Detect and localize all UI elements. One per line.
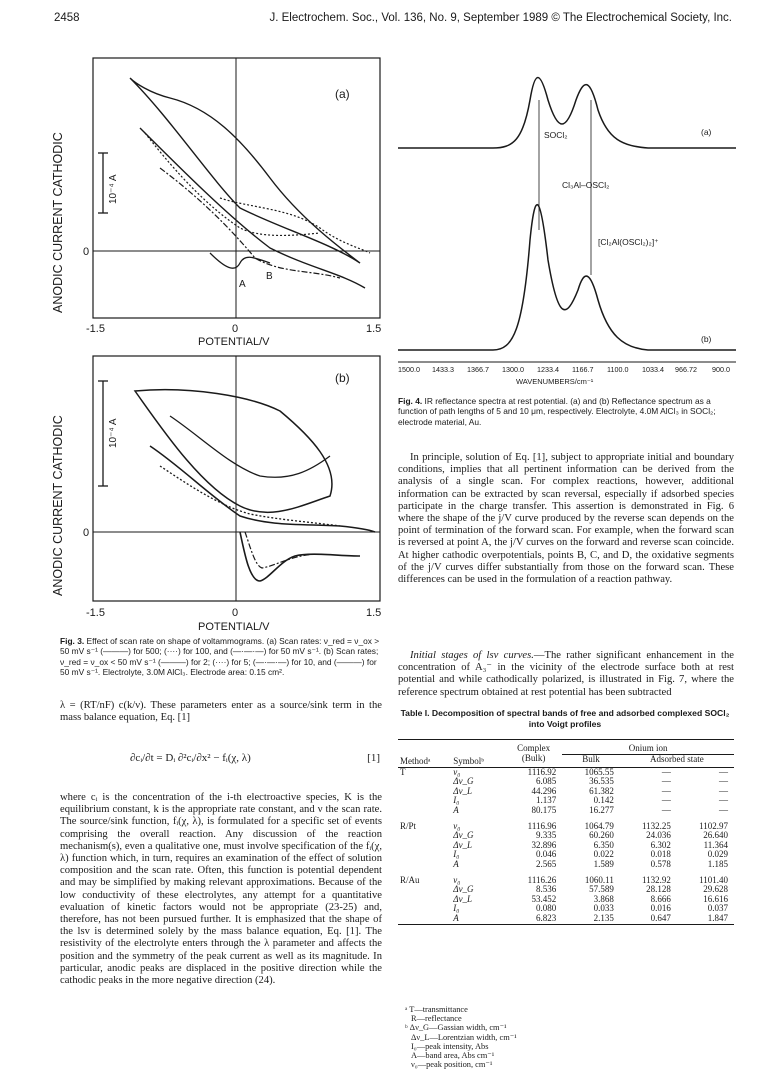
cell-method: R/Au [400, 874, 420, 885]
cell-method [398, 885, 451, 895]
fig3a-curve-1 [130, 78, 360, 263]
cell-adsorbed-1: — [661, 805, 671, 816]
cell-method: R/Pt [400, 820, 417, 831]
fig3b-plot [40, 356, 385, 646]
cell-adsorbed-2: 0.029 [707, 849, 728, 860]
cell-complex-bulk: 1116.92 [527, 766, 557, 777]
cell-adsorbed-2: — [719, 766, 728, 777]
footnote-5: I₀—peak intensity, Abs [411, 1041, 489, 1051]
cell-symbol: ν₀ [453, 820, 461, 831]
fig4-xtick-8: 1033.4 [642, 365, 664, 374]
fig3a-panel-label: (a) [335, 87, 350, 101]
footnote-3: ᵇ Δν_G—Gassian width, cm⁻¹ [405, 1023, 507, 1033]
journal-citation: J. Electrochem. Soc., Vol. 136, No. 9, September 1989 © The Electrochemical Society, Inc. [269, 12, 732, 24]
table-row [398, 850, 734, 860]
cell-adsorbed-2: 11.364 [703, 839, 728, 850]
cell-onium-bulk: 0.033 [593, 903, 614, 914]
cell-complex-bulk: 1116.96 [527, 820, 557, 831]
cell-adsorbed-1: 28.128 [646, 884, 671, 895]
equation-text: ∂cᵢ/∂t = Dᵢ ∂²cᵢ/∂x² − fᵢ(χ, λ) [130, 752, 251, 764]
cell-complex-bulk: 53.452 [531, 893, 557, 904]
cell-complex-bulk: 44.296 [531, 785, 557, 796]
cell-onium-bulk: 57.589 [589, 884, 614, 895]
footnote-6: A—band area, Abs cm⁻¹ [411, 1051, 495, 1061]
fig4-xtick-3: 1366.7 [467, 365, 489, 374]
fig3a-curve-3 [145, 133, 320, 235]
fig3-caption-title: Fig. 3. [60, 636, 85, 646]
cell-symbol: ν₀ [453, 766, 461, 777]
cell-symbol: Δν_L [453, 839, 473, 850]
cell-onium-bulk: 3.868 [593, 893, 614, 904]
left-para-1: λ = (RT/nF) c(k/ν). These parameters enter as a source/sink term in the mass balance equation, Eq. [1] [60, 700, 382, 724]
th-method: Methodᵃ [400, 756, 431, 767]
fig3a-xlabel: POTENTIAL/V [198, 336, 270, 348]
cell-adsorbed-1: 24.036 [646, 830, 671, 841]
cell-adsorbed-1: 8.666 [650, 893, 671, 904]
fig3a-curve-2 [140, 128, 365, 288]
cell-adsorbed-2: — [719, 785, 728, 796]
fig3b-curve-1 [135, 390, 332, 513]
cell-onium-bulk: 1060.11 [584, 874, 614, 885]
cell-adsorbed-2: 1101.40 [699, 874, 728, 885]
fig3a-xtick-1: -1.5 [86, 323, 105, 335]
table-row [398, 777, 734, 787]
fig3b-curve-6 [245, 532, 315, 568]
fig3a-xtick-2: 0 [232, 323, 239, 335]
cell-symbol: ν₀ [453, 874, 461, 885]
fig4-spectrum-b [398, 205, 736, 350]
cell-symbol: A [453, 913, 459, 923]
fig4-spectra [398, 60, 738, 395]
fig3a-point-a: A [239, 279, 246, 290]
th-bulk: Bulk [582, 753, 600, 764]
cell-symbol: I₀ [453, 795, 460, 806]
equation-1 [130, 752, 380, 764]
left-para-2: where cᵢ is the concentration of the i-th electroactive species, K is the equilibrium constant, k is the appropriate rate constant, and ν the scan rate. The source/sink function, fᵢ(χ, λ), is formulated for a specific set of events comprising the overall reaction. Any discussion of the reaction mechanism(s), even a qualitative one, must involve specification of the fᵢ(χ, λ) function which, in turn, requires an examination of the effect of solution composition and the scan rate. Often, this function is potential dependent and may be simplified by making relevant approximations. Because of the low conductivity of these electrolytes, any attempt for a quantitative evaluation of kinetic factors would not be appropriate (23-25) and, therefore, has not been pursued further. It is emphasized that the shape of the lsv is determined solely by the mass balance equation, Eq. [1]. The resistivity of the electrolyte enters through the λ parameter and affects the position and the symmetry of the peak current as well as its magnitude. In particular, anodic peaks are displaced in the positive direction while the cathodic peaks in the more negative direction (24). [60, 792, 382, 987]
cell-method [398, 841, 451, 851]
cell-method [398, 895, 451, 905]
fig3a-point-b: B [266, 271, 273, 282]
fig3b-ylabel: ANODIC CURRENT CATHODIC [51, 415, 65, 596]
footnote-1: ᵃ T—transmittance [405, 1005, 468, 1014]
fig3b-panel-label: (b) [335, 371, 350, 385]
footnote-7: ν₀—peak position, cm⁻¹ [411, 1060, 493, 1070]
cell-complex-bulk: 1.137 [536, 795, 557, 806]
cell-onium-bulk: 16.277 [589, 805, 614, 816]
table-row [398, 767, 734, 777]
table-body [398, 767, 734, 924]
fig3b-scale-label: 10⁻⁴ A [108, 418, 119, 448]
th-adsorbed: Adsorbed state [650, 753, 704, 764]
right-para-1: In principle, solution of Eq. [1], subject to appropriate initial and boundary conditions, implies that all pertinent information can be derived from the analysis of a single scan. For complex reactions, however, additional information can be extracted by scan reversal, especially if adsorbed species participate in the charge transfer. This assertion is demonstrated in Fig. 6 where the shape of the j/V curve produced by the reverse scan depends on the point of termination of the forward scan. For example, when the forward scan is reversed at point A, the j/V curves on the forward and reverse scan coincide. At higher cathodic overpotentials, points B, C, and D, the oxidative segments of the j/V curves differ substantially from those on the forward scan. These differences can be used in the formulation of a reaction pathway. [398, 452, 734, 586]
cell-onium-bulk: 0.022 [593, 849, 614, 860]
fig3a-scale-label: 10⁻⁴ A [108, 174, 119, 204]
fig4-peak-2: Cl₃Al–OSCl₂ [562, 180, 610, 190]
fig4-xlabel: WAVENUMBERS/cm⁻¹ [516, 377, 594, 386]
table-row [398, 885, 734, 895]
table-row [398, 895, 734, 905]
right-para-2 [398, 650, 734, 699]
table-row [398, 841, 734, 851]
cell-adsorbed-1: 0.647 [650, 913, 671, 923]
cell-symbol: A [453, 805, 459, 816]
cell-adsorbed-1: 0.016 [650, 903, 671, 914]
cell-complex-bulk: 0.046 [536, 849, 557, 860]
cell-onium-bulk: 1064.79 [584, 820, 614, 831]
fig3b-zero-label: 0 [83, 527, 90, 539]
fig4-panel-b-label: (b) [701, 334, 712, 344]
table-row [398, 806, 734, 819]
cell-adsorbed-1: 0.578 [650, 859, 671, 870]
fig4-panel-a-label: (a) [701, 127, 712, 137]
cell-onium-bulk: 60.260 [589, 830, 614, 841]
table-row [398, 796, 734, 806]
cell-onium-bulk: 6.350 [593, 839, 614, 850]
table-row [398, 914, 734, 924]
cell-method [398, 806, 451, 819]
fig4-xtick-4: 1300.0 [502, 365, 524, 374]
table-footnotes [405, 1005, 517, 1069]
table-row [398, 860, 734, 873]
fig4-xtick-5: 1233.4 [537, 365, 559, 374]
fig3b-curve-2 [150, 446, 375, 532]
th-complex-bulk: (Bulk) [521, 753, 546, 764]
cell-adsorbed-2: 1.847 [707, 913, 728, 923]
cell-complex-bulk: 2.565 [536, 859, 557, 870]
cell-symbol: Δν_L [453, 785, 473, 796]
cell-method [398, 860, 451, 873]
cell-symbol: Δν_G [453, 830, 474, 841]
fig4-caption-text: IR reflectance spectra at rest potential. (a) and (b) Reflectance spectrum as a function of path lengths of 5 and 10 μm, respectively. Electrolyte, 4.0M AlCl₃ in SOCl₂; electrode material, Au. [398, 396, 716, 427]
table-row [398, 787, 734, 797]
cell-onium-bulk: 1.589 [593, 859, 614, 870]
cell-adsorbed-1: 6.302 [650, 839, 671, 850]
cell-adsorbed-2: 1.185 [707, 859, 728, 870]
fig3a-plot [40, 58, 385, 348]
table-title: Table I. Decomposition of spectral bands of free and adsorbed complexed SOCl₂ into Voigt profiles [400, 708, 730, 729]
th-symbol: Symbolᵇ [453, 756, 485, 767]
cell-method [398, 831, 451, 841]
cell-complex-bulk: 32.896 [531, 839, 557, 850]
cell-method [398, 787, 451, 797]
equation-number: [1] [367, 752, 380, 764]
cell-adsorbed-1: — [661, 766, 671, 777]
fig4-xtick-9: 966.72 [675, 365, 697, 374]
fig4-xtick-6: 1166.7 [572, 365, 594, 374]
cell-onium-bulk: 2.135 [593, 913, 614, 923]
cell-method [398, 850, 451, 860]
right-para-2-heading: Initial stages of lsv curves. [410, 650, 534, 661]
th-complex: Complex [517, 743, 551, 753]
cell-adsorbed-2: — [719, 795, 728, 806]
cell-adsorbed-1: — [661, 785, 671, 796]
cell-adsorbed-1: — [661, 795, 671, 806]
fig3b-xtick-1: -1.5 [86, 607, 105, 619]
cell-method [398, 914, 451, 924]
table-voigt-profiles [398, 739, 734, 925]
table-row [398, 819, 734, 832]
fig4-xtick-7: 1100.0 [607, 365, 629, 374]
cell-complex-bulk: 1116.26 [527, 874, 557, 885]
cell-adsorbed-2: 29.628 [703, 884, 728, 895]
cell-method [398, 904, 451, 914]
fig4-xtick-10: 900.0 [712, 365, 730, 374]
fig3b-xtick-3: 1.5 [366, 607, 382, 619]
fig4-peak-3: [Cl₂Al(OSCl₂)₂]⁺ [598, 237, 659, 247]
cell-complex-bulk: 6.823 [536, 913, 557, 923]
fig3b-xlabel: POTENTIAL/V [198, 621, 270, 633]
cell-adsorbed-1: — [661, 776, 671, 787]
cell-symbol: Δν_L [453, 893, 473, 904]
cell-adsorbed-1: 1132.25 [641, 820, 671, 831]
cell-adsorbed-1: 0.018 [650, 849, 671, 860]
cell-onium-bulk: 0.142 [593, 795, 614, 806]
cell-complex-bulk: 9.335 [536, 830, 557, 841]
cell-adsorbed-2: — [719, 776, 728, 787]
table-row [398, 873, 734, 886]
cell-complex-bulk: 80.175 [531, 805, 557, 816]
cell-complex-bulk: 8.536 [536, 884, 557, 895]
cell-adsorbed-2: 26.640 [703, 830, 728, 841]
fig3a-zero-label: 0 [83, 246, 90, 258]
footnote-2: R—reflectance [411, 1014, 462, 1024]
fig4-xtick-2: 1433.3 [432, 365, 454, 374]
cell-symbol: A [453, 859, 459, 870]
fig3-caption [60, 636, 380, 678]
table-row [398, 904, 734, 914]
cell-complex-bulk: 0.080 [536, 903, 557, 914]
fig3a-curve-4 [160, 168, 340, 278]
cell-adsorbed-2: — [719, 805, 728, 816]
footnote-4: Δν_L—Lorentzian width, cm⁻¹ [411, 1032, 517, 1042]
cell-symbol: Δν_G [453, 884, 474, 895]
cell-method [398, 777, 451, 787]
cell-adsorbed-2: 1102.97 [699, 820, 728, 831]
fig3a-xtick-3: 1.5 [366, 323, 382, 335]
cell-symbol: I₀ [453, 903, 460, 914]
fig4-caption [398, 396, 734, 427]
fig3b-xtick-2: 0 [232, 607, 239, 619]
fig4-peak-1: SOCl₂ [544, 130, 568, 140]
cell-complex-bulk: 6.085 [536, 776, 557, 787]
fig3a-curve-6 [210, 253, 270, 268]
table-row [398, 831, 734, 841]
cell-onium-bulk: 36.535 [589, 776, 614, 787]
cell-method [398, 796, 451, 806]
fig4-xtick-1: 1500.0 [398, 365, 420, 374]
right-para-2-body: —The rather significant enhancement in the concentration of A₃⁻ in the vicinity of the electrode surface both at rest potential and while cathodically polarized, is illustrated in Fig. 7, where the reference spectrum obtained at rest potential has been subtracted [398, 650, 734, 698]
th-onium: Onium ion [562, 740, 734, 755]
fig3-caption-text: Effect of scan rate on shape of voltammograms. (a) Scan rates: ν_red = ν_ox > 50 mV s⁻¹ (———) for 500; (····) for 100, and (—·—·—) for 50 mV s⁻¹. (b) Scan rates; ν_red = ν_ox < 50 mV s⁻¹ (———) for 2; (····) for 5; (—·—·—) for 10, and (———) for 50 mV s⁻¹. Electrolyte, 3.0M AlCl₃. Electrode area: 0.15 cm². [60, 636, 380, 678]
fig4-caption-title: Fig. 4. [398, 396, 423, 406]
cell-onium-bulk: 61.382 [589, 785, 614, 796]
cell-symbol: I₀ [453, 849, 460, 860]
cell-method: T [400, 766, 406, 777]
cell-onium-bulk: 1065.55 [584, 766, 614, 777]
page-number: 2458 [54, 12, 80, 24]
cell-symbol: Δν_G [453, 776, 474, 787]
fig3a-ylabel: ANODIC CURRENT CATHODIC [51, 132, 65, 313]
cell-adsorbed-1: 1132.92 [641, 874, 671, 885]
cell-adsorbed-2: 0.037 [707, 903, 728, 914]
cell-adsorbed-2: 16.616 [703, 893, 728, 904]
